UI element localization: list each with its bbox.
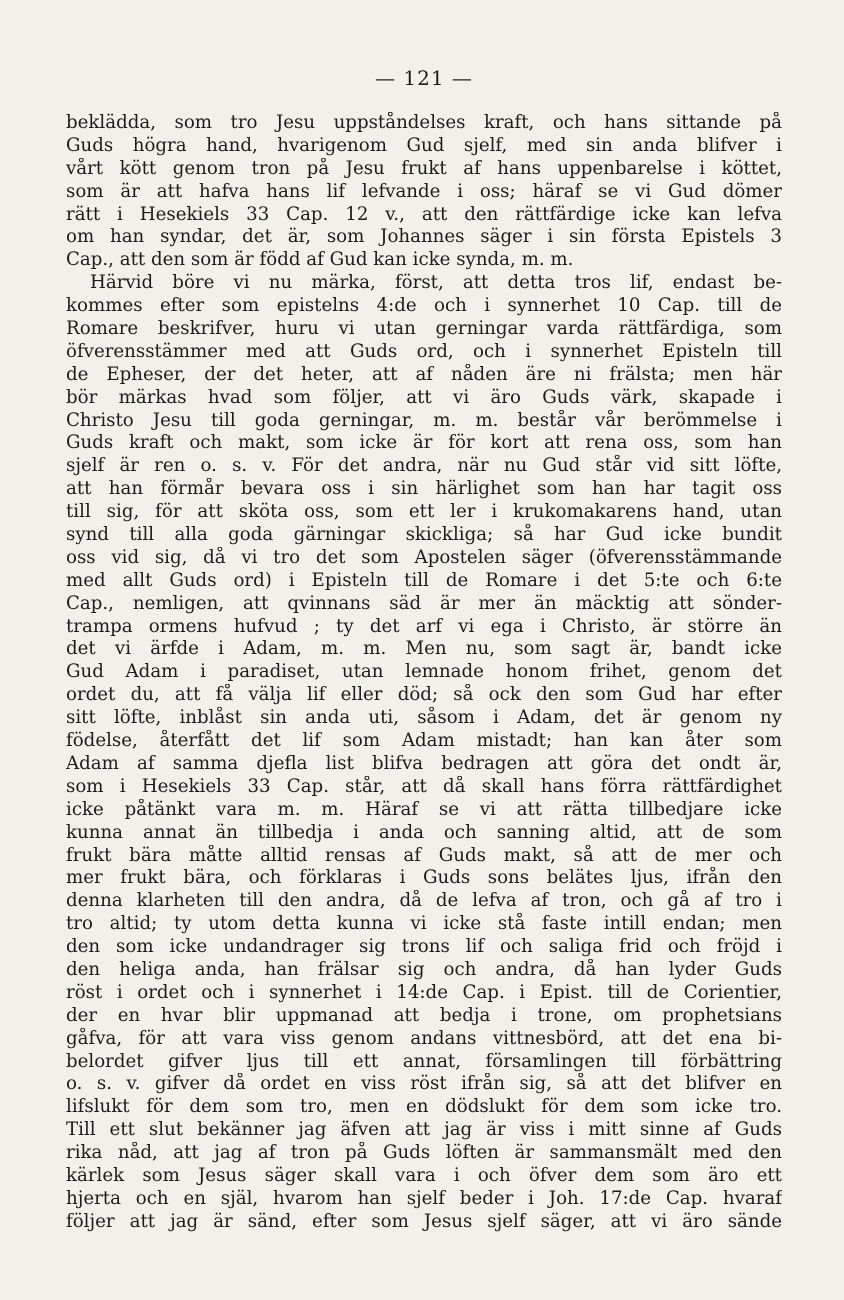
text-line: bör märkas hvad som följer, att vi äro Guds värk, skapade i	[66, 386, 782, 408]
text-line: Guds kraft och makt, som icke är för kort att rena oss, som han	[66, 432, 782, 454]
text-line: Adam af samma djefla list blifva bedragen att göra det ondt är,	[66, 752, 782, 774]
text-line: den heliga anda, han frälsar sig och andra, då han lyder Guds	[66, 958, 782, 980]
text-line: den som icke undandrager sig trons lif och saliga frid och fröjd i	[66, 936, 782, 958]
text-line: oss vid sig, då vi tro det som Apostelen säger (öfverensstämmande	[66, 546, 782, 568]
text-line: tro altid; ty utom detta kunna vi icke stå faste intill endan; men	[66, 913, 782, 935]
text-line: ordet du, att få välja lif eller död; så ock den som Gud har efter	[66, 684, 782, 706]
text-line: Gud Adam i paradiset, utan lemnade honom frihet, genom det	[66, 661, 782, 683]
text-line: Christo Jesu till goda gerningar, m. m. består vår berömmelse i	[66, 409, 782, 431]
text-line: rika nåd, att jag af tron på Guds löften är sammansmält med den	[66, 1142, 782, 1164]
text-line: kärlek som Jesus säger skall vara i och öfver dem som äro ett	[66, 1164, 782, 1186]
text-line: vårt kött genom tron på Jesu frukt af hans uppenbarelse i köttet,	[66, 157, 782, 179]
text-line: Härvid böre vi nu märka, först, att detta tros lif, endast be-	[90, 272, 782, 294]
text-line: födelse, återfått det lif som Adam mistadt; han kan åter som	[66, 730, 782, 752]
text-line: öfverensstämmer med att Guds ord, och i synnerhet Episteln till	[66, 340, 782, 362]
text-line: Guds högra hand, hvarigenom Gud sjelf, med sin anda blifver i	[66, 134, 782, 156]
text-line: hjerta och en själ, hvarom han sjelf beder i Joh. 17:de Cap. hvaraf	[66, 1187, 782, 1209]
text-line: denna klarheten till den andra, då de lefva af tron, och gå af tro i	[66, 890, 782, 912]
text-line: der en hvar blir uppmanad att bedja i trone, om prophetsians	[66, 1004, 782, 1026]
text-line: frukt bära måtte alltid rensas af Guds makt, så att de mer och	[66, 844, 782, 866]
text-line: o. s. v. gifver då ordet en viss röst ifrån sig, så att det blifver en	[66, 1073, 782, 1095]
text-line: följer att jag är sänd, efter som Jesus sjelf säger, att vi äro sände	[66, 1210, 782, 1232]
text-line: trampa ormens hufvud ; ty det arf vi ega i Christo, är större än	[66, 615, 782, 637]
text-line: Cap., nemligen, att qvinnans säd är mer än mäcktig att sönder-	[66, 592, 782, 614]
text-line: Romare beskrifver, huru vi utan gerningar varda rättfärdiga, som	[66, 318, 782, 340]
text-line: röst i ordet och i synnerhet i 14:de Cap. i Epist. till de Corientier,	[66, 981, 782, 1003]
text-line: gåfva, för att vara viss genom andans vittnesbörd, att det ena bi-	[66, 1027, 782, 1049]
text-line: mer frukt bära, och förklaras i Guds sons belätes ljus, ifrån den	[66, 867, 782, 889]
text-line: belordet gifver ljus till ett annat, församlingen till förbättring	[66, 1050, 782, 1072]
text-line: lifslukt för dem som tro, men en dödslukt för dem som icke tro.	[66, 1096, 782, 1118]
body-text	[66, 112, 782, 1234]
page-number: — 121 —	[375, 66, 473, 90]
text-line: sjelf är ren o. s. v. För det andra, när nu Gud står vid sitt löfte,	[66, 455, 782, 477]
text-line: beklädda, som tro Jesu uppståndelses kraft, och hans sittande på	[66, 112, 782, 133]
text-line: som är att hafva hans lif lefvande i oss; häraf se vi Gud dömer	[66, 180, 782, 202]
text-line: att han förmår bevara oss i sin härlighet som han har tagit oss	[66, 478, 782, 500]
text-line: med allt Guds ord) i Episteln till de Romare i det 5:te och 6:te	[66, 569, 782, 591]
text-line: till sig, för att sköta oss, som ett ler i krukomakarens hand, utan	[66, 501, 782, 523]
text-line: rätt i Hesekiels 33 Cap. 12 v., att den rättfärdige icke kan lefva	[66, 203, 782, 225]
text-line: Till ett slut bekänner jag äfven att jag är viss i mitt sinne af Guds	[66, 1119, 782, 1141]
text-line: om han syndar, det är, som Johannes säger i sin första Epistels 3	[66, 226, 782, 248]
text-line: de Epheser, der det heter, att af nåden äre ni frälsta; men här	[66, 363, 782, 385]
book-page	[66, 64, 782, 1234]
text-line: synd till alla goda gärningar skickliga; så har Gud icke bundit	[66, 524, 782, 546]
text-line: kunna annat än tillbedja i anda och sanning altid, att de som	[66, 821, 782, 843]
text-line: Cap., att den som är född af Gud kan icke synda, m. m.	[66, 249, 574, 271]
text-line: icke påtänkt vara m. m. Häraf se vi att rätta tillbedjare icke	[66, 798, 782, 820]
text-line: som i Hesekiels 33 Cap. står, att då skall hans förra rättfärdighet	[66, 775, 782, 797]
text-line: sitt löfte, inblåst sin anda uti, såsom i Adam, det är genom ny	[66, 707, 782, 729]
text-line: det vi ärfde i Adam, m. m. Men nu, som sagt är, bandt icke	[66, 638, 782, 660]
text-line: kommes efter som epistelns 4:de och i synnerhet 10 Cap. till de	[66, 295, 782, 317]
